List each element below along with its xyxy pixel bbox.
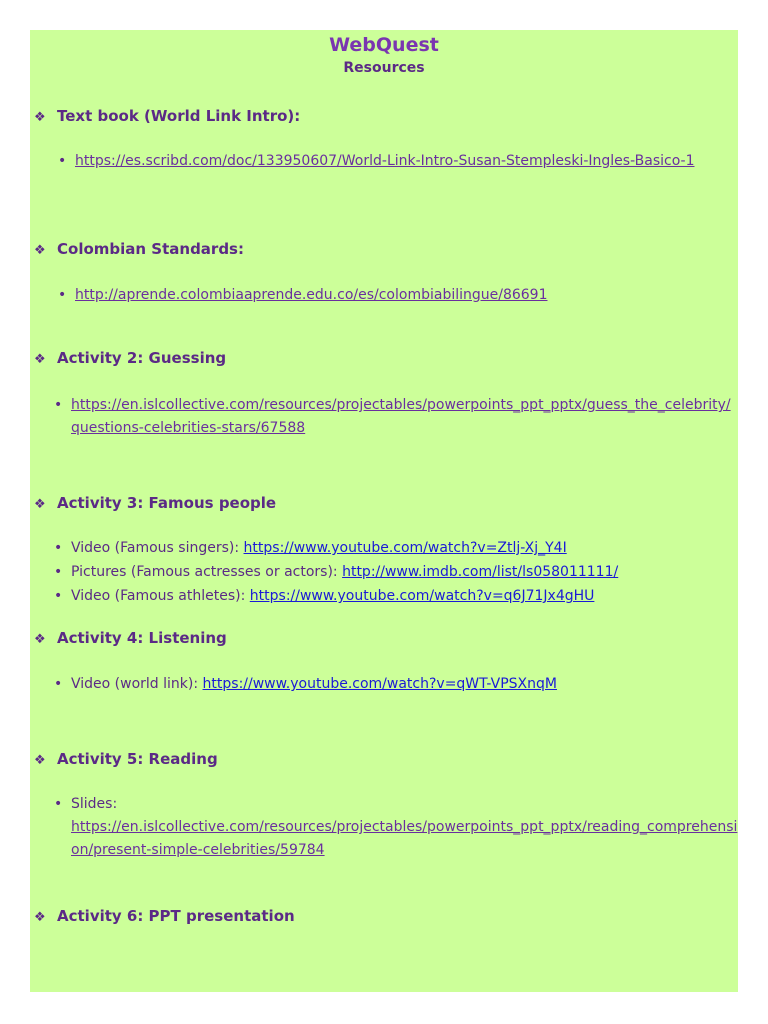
famous-actors-link[interactable]: http://www.imdb.com/list/ls058011111/ [342, 564, 619, 580]
list-item: • Video (world link): https://www.youtube.com/watch?v=qWT-VPSXnqM [54, 673, 738, 696]
section-heading-textbook: ❖ Text book (World Link Intro): [34, 107, 301, 125]
bullet-dot-icon: • [58, 287, 67, 303]
bullet-dot-icon: • [54, 796, 63, 812]
bullet-dot-icon: • [58, 153, 67, 169]
section-heading-activity-3: ❖ Activity 3: Famous people [34, 494, 277, 512]
section-heading-activity-2: ❖ Activity 2: Guessing [34, 349, 227, 367]
bullet-dot-icon: • [54, 540, 63, 556]
diamond-fleuron-icon: ❖ [34, 243, 46, 258]
guessing-link[interactable]: https://en.islcollective.com/resources/projectables/powerpoints_ppt_pptx/guess_the_celebrity/questions-celebrities-stars/67588 [71, 397, 731, 436]
diamond-fleuron-icon: ❖ [34, 910, 46, 925]
diamond-fleuron-icon: ❖ [34, 110, 46, 125]
textbook-link[interactable]: https://es.scribd.com/doc/133950607/World-Link-Intro-Susan-Stempleski-Ingles-Basico-1 [75, 153, 695, 169]
page-subtitle: Resources [343, 60, 425, 76]
diamond-fleuron-icon: ❖ [34, 753, 46, 768]
list-item: • Video (Famous singers): https://www.youtube.com/watch?v=Ztlj-Xj_Y4I [54, 537, 738, 560]
list-item [58, 284, 734, 307]
reading-slides-link[interactable]: https://en.islcollective.com/resources/projectables/powerpoints_ppt_pptx/reading_comprehension/present-simple-celebrities/59784 [71, 819, 738, 858]
document-page [30, 30, 738, 992]
famous-singers-link[interactable]: https://www.youtube.com/watch?v=Ztlj-Xj_Y4I [243, 540, 567, 556]
bullet-dot-icon: • [54, 564, 63, 580]
bullet-dot-icon: • [54, 588, 63, 604]
section-heading-activity-4: ❖ Activity 4: Listening [34, 629, 227, 647]
section-heading-activity-5: ❖ Activity 5: Reading [34, 750, 218, 768]
standards-link[interactable]: http://aprende.colombiaaprende.edu.co/es/colombiabilingue/86691 [75, 287, 548, 303]
list-item: • Pictures (Famous actresses or actors): http://www.imdb.com/list/ls058011111/ [54, 561, 738, 584]
diamond-fleuron-icon: ❖ [34, 352, 46, 367]
bullet-dot-icon: • [54, 397, 63, 413]
list-item: • Video (Famous athletes): https://www.youtube.com/watch?v=q6J71Jx4gHU [54, 585, 738, 608]
bullet-dot-icon: • [54, 676, 63, 692]
list-item [54, 394, 738, 440]
listening-video-link[interactable]: https://www.youtube.com/watch?v=qWT-VPSXnqM [202, 676, 557, 692]
list-item: • Slides: https://en.islcollective.com/resources/projectables/powerpoints_ppt_pptx/reading_comprehension/present-simple-celebrities/59784 [54, 793, 738, 862]
section-heading-standards: ❖ Colombian Standards: [34, 240, 244, 258]
diamond-fleuron-icon: ❖ [34, 497, 46, 512]
list-item [58, 150, 734, 173]
famous-athletes-link[interactable]: https://www.youtube.com/watch?v=q6J71Jx4gHU [249, 588, 595, 604]
section-heading-activity-6: ❖ Activity 6: PPT presentation [34, 907, 295, 925]
diamond-fleuron-icon: ❖ [34, 632, 46, 647]
page-title: WebQuest [329, 34, 439, 56]
